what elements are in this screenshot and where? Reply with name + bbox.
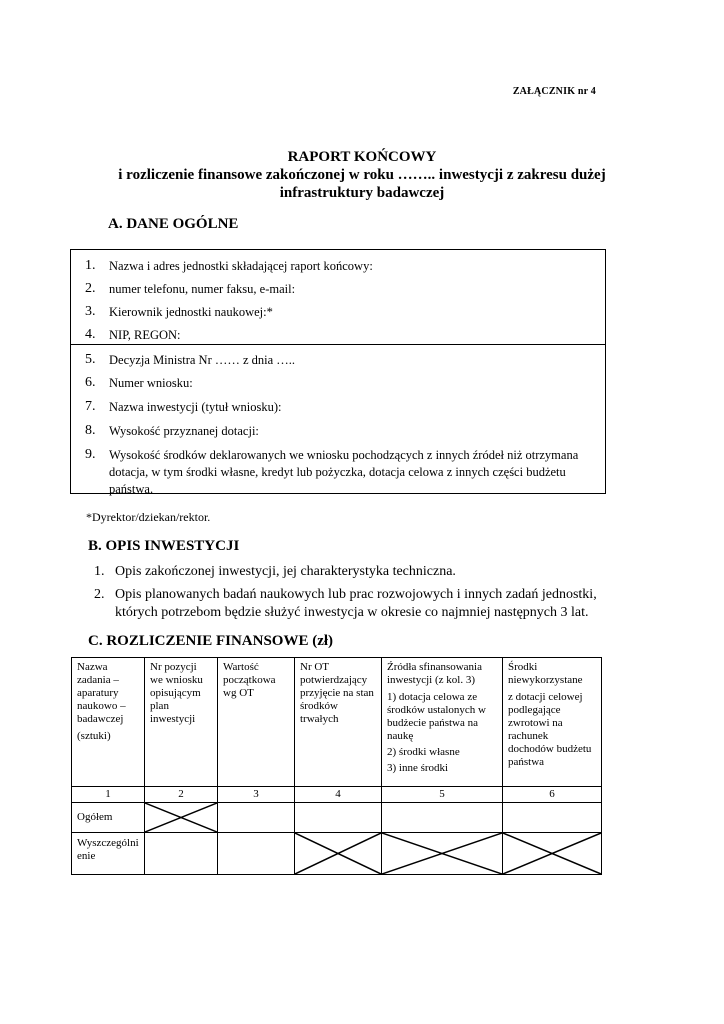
box-divider bbox=[71, 344, 605, 345]
crossed-cell bbox=[382, 833, 503, 875]
table-row bbox=[72, 803, 602, 833]
footnote: *Dyrektor/dziekan/rektor. bbox=[86, 510, 211, 524]
attachment-label: ZAŁĄCZNIK nr 4 bbox=[512, 86, 596, 97]
general-data-box: 1. Nazwa i adres jednostki składającej raport końcowy: 2. numer telefonu, numer faksu, e-mail: 3. Kierownik jednostki naukowej:* 4. NIP, REGON: 5. Decyzja Ministra Nr …… z dnia ….. 6. Numer wniosku: 7. Nazwa inwestycji (tytuł wniosku): 8. Wysokość przyznanej dotacji: 9. Wysokość środków deklarowanych we wniosku pochodzących z innych źródeł niż otrzymana dotacja, w tym środki własne, kredyt lub pożyczka, dotacja celowa z innych części budżetu państwa. bbox=[70, 249, 606, 494]
header-cell-unused: Środki niewykorzystane z dotacji celowej podlegające zwrotowi na rachunek dochodów budżetu państwa bbox=[503, 658, 602, 787]
row-label-total: Ogółem bbox=[72, 803, 145, 833]
column-number: 1 bbox=[72, 787, 145, 803]
report-title: RAPORT KOŃCOWY bbox=[287, 149, 437, 165]
report-subtitle-line1: i rozliczenie finansowe zakończonej w roku …….. inwestycji z zakresu dużej bbox=[118, 167, 606, 183]
crossed-cell bbox=[145, 803, 218, 833]
crossed-cell bbox=[295, 833, 382, 875]
section-b-item-text: Opis planowanych badań naukowych lub prac rozwojowych i innych zadań jednostki, bbox=[115, 587, 597, 602]
section-b-heading: B. OPIS INWESTYCJI bbox=[88, 538, 240, 554]
column-number-row bbox=[72, 787, 602, 803]
header-cell-position: Nr pozycji we wniosku opisującym plan inwestycji bbox=[145, 658, 218, 787]
empty-cell bbox=[295, 803, 382, 833]
section-b-item-text-continued: których potrzebom będzie służyć inwestycja w okresie co najmniej następnych 3 lat. bbox=[115, 605, 589, 620]
report-subtitle-line2: infrastruktury badawczej bbox=[279, 185, 445, 201]
column-number: 4 bbox=[295, 787, 382, 803]
table-header-row bbox=[72, 658, 602, 787]
financial-table bbox=[71, 657, 602, 875]
header-cell-sources: Źródła sfinansowania inwestycji (z kol. 3) 1) dotacja celowa ze środków ustalonych w budżecie państwa na naukę 2) środki własne 3) inne środki bbox=[382, 658, 503, 787]
header-cell-task: Nazwa zadania – aparatury naukowo – badawczej (sztuki) bbox=[72, 658, 145, 787]
column-number: 2 bbox=[145, 787, 218, 803]
section-b-item-number: 1. bbox=[94, 564, 105, 579]
empty-cell bbox=[145, 833, 218, 875]
table-row bbox=[72, 833, 602, 875]
empty-cell bbox=[503, 803, 602, 833]
header-cell-ot: Nr OT potwierdzający przyjęcie na stan środków trwałych bbox=[295, 658, 382, 787]
column-number: 6 bbox=[503, 787, 602, 803]
section-b-item-text: Opis zakończonej inwestycji, jej charakterystyka techniczna. bbox=[115, 564, 456, 579]
row-label-details: Wyszczególnienie bbox=[72, 833, 145, 875]
column-number: 5 bbox=[382, 787, 503, 803]
header-cell-value: Wartość początkowa wg OT bbox=[218, 658, 295, 787]
empty-cell bbox=[218, 803, 295, 833]
section-a-heading: A. DANE OGÓLNE bbox=[108, 216, 239, 232]
crossed-cell bbox=[503, 833, 602, 875]
empty-cell bbox=[382, 803, 503, 833]
section-b-item-number: 2. bbox=[94, 587, 105, 602]
section-c-heading: C. ROZLICZENIE FINANSOWE (zł) bbox=[88, 633, 334, 649]
empty-cell bbox=[218, 833, 295, 875]
column-number: 3 bbox=[218, 787, 295, 803]
